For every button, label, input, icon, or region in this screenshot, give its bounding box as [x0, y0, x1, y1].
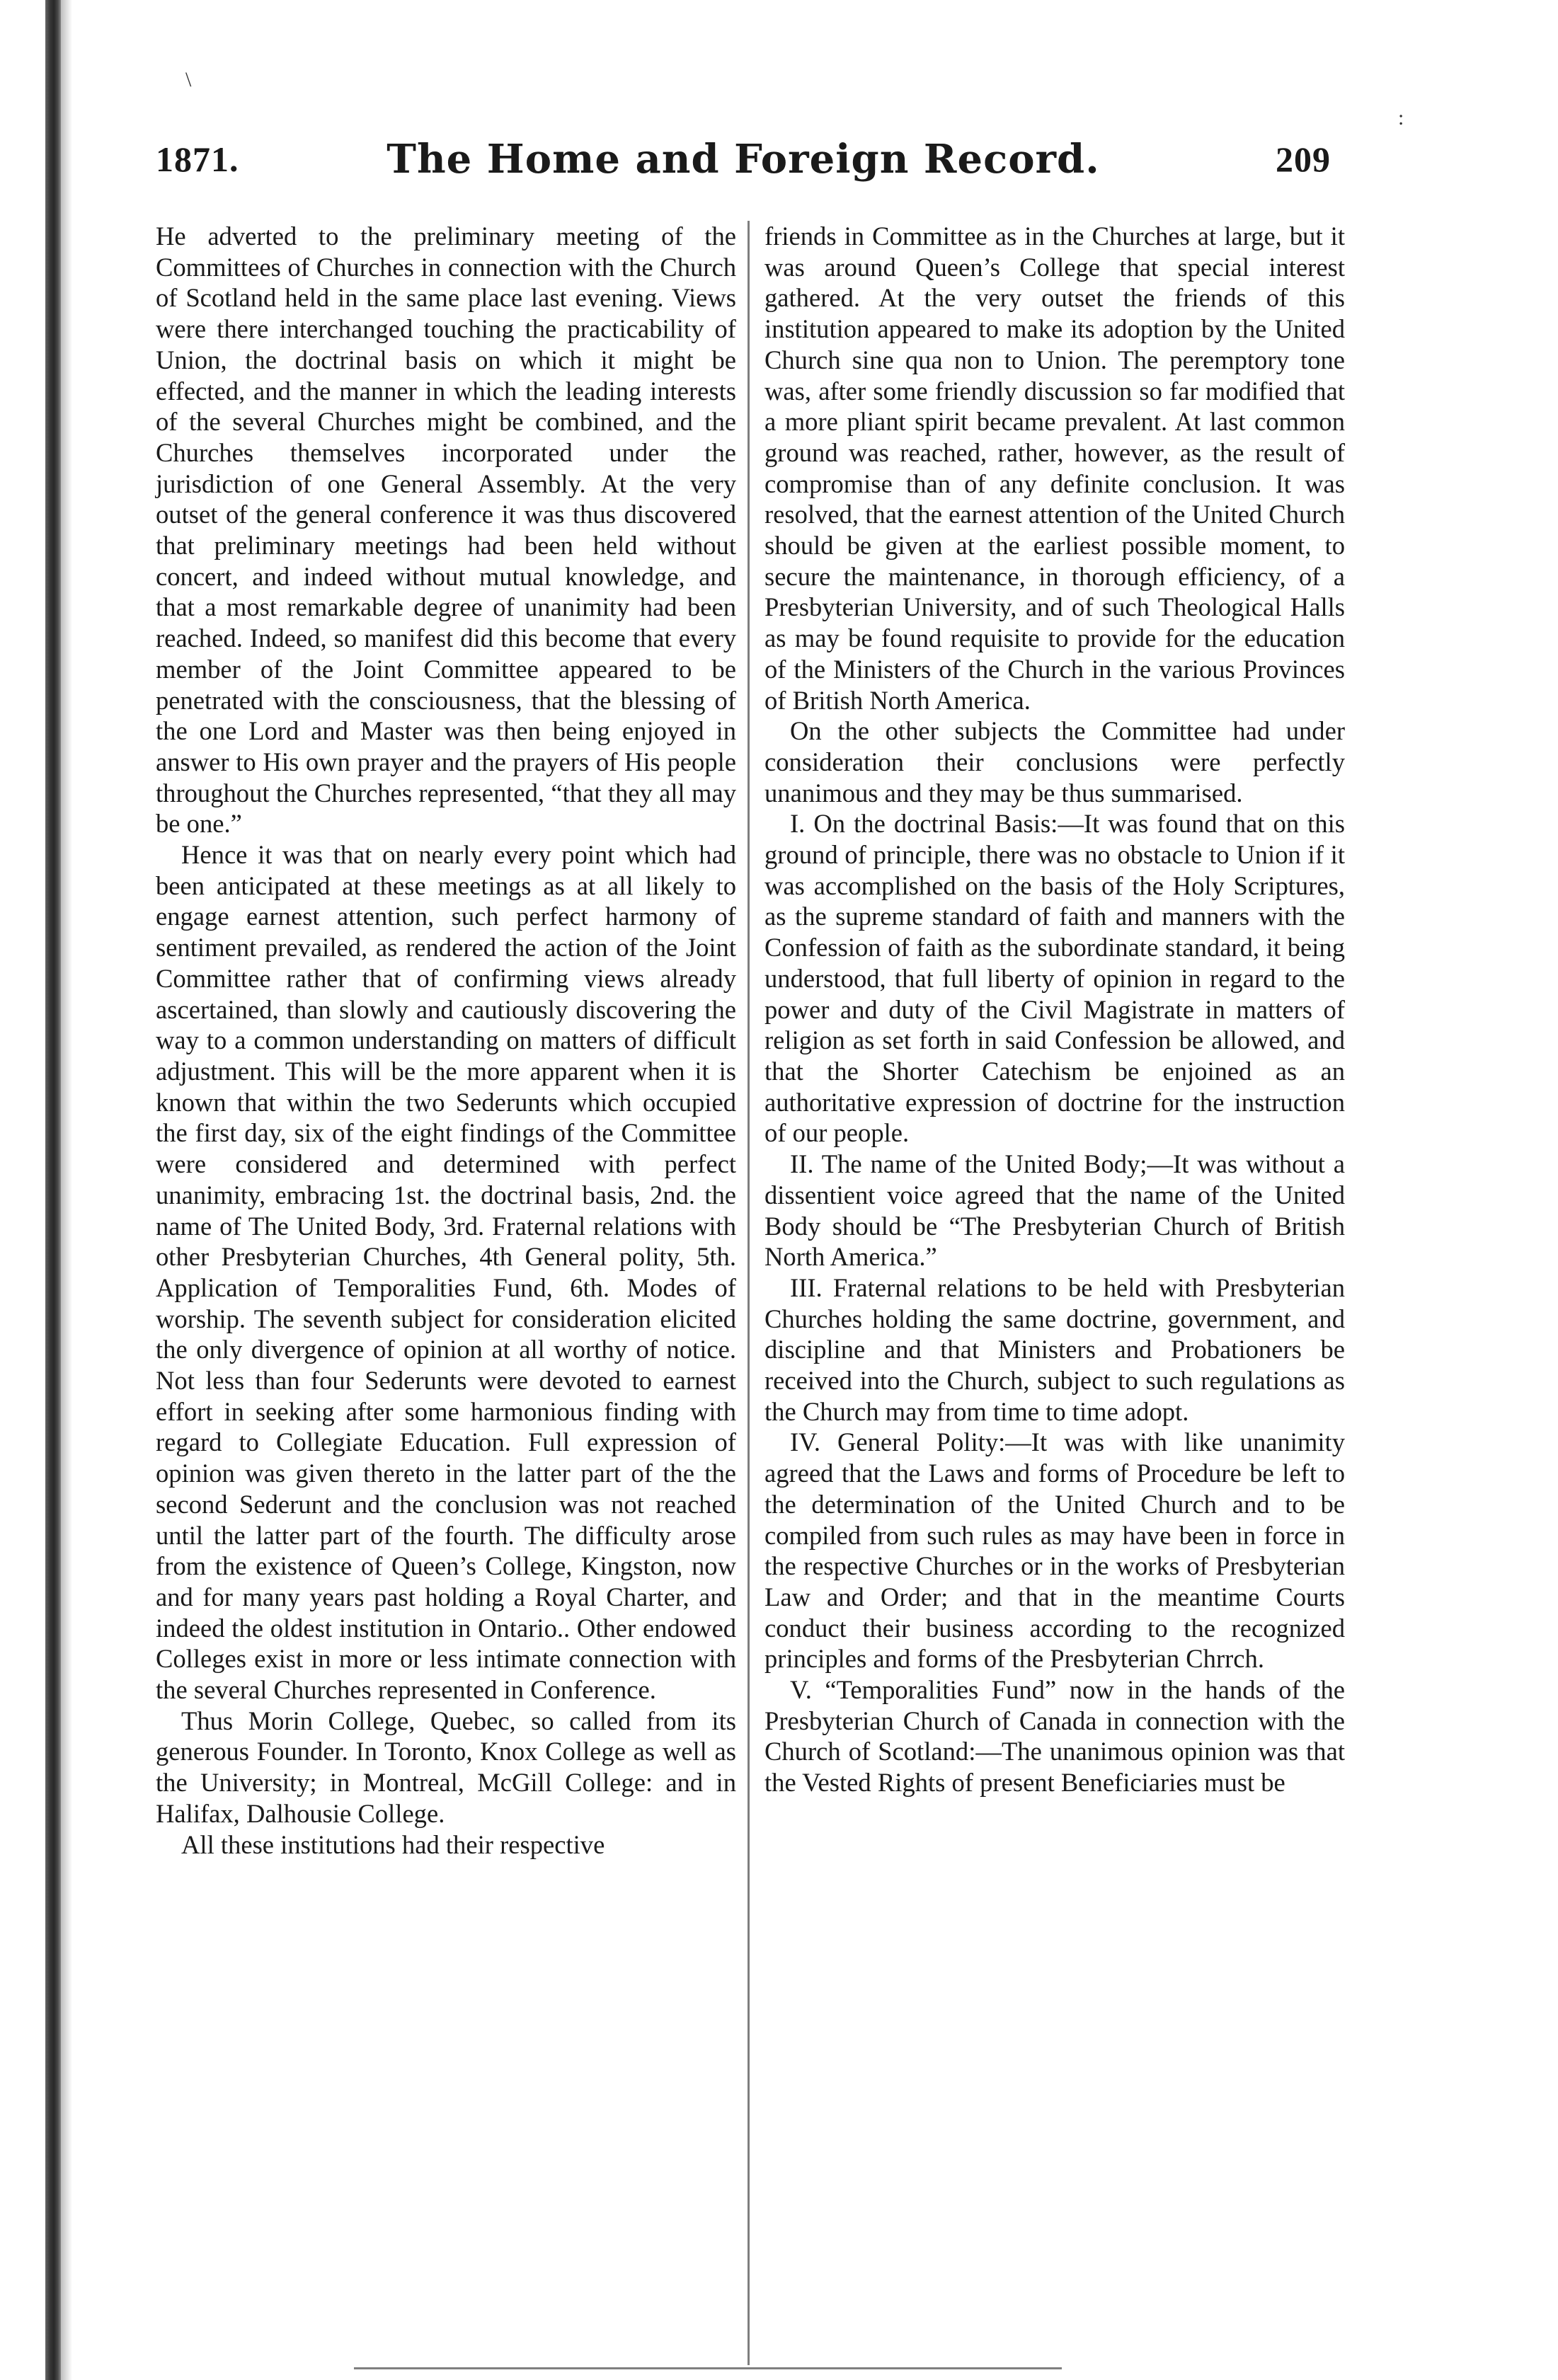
paragraph: He adverted to the preliminary meeting of the Committees of Churches in connection with the Church of Scotland held in the same place last evening. Views were there interchanged touching the practicability of Union, the doctrinal basis on which it might be effected, and the manner in which the leading interests of the several Churches might be combined, and the Churches themselves incorporated under the jurisdiction of one General Assembly. At the very outset of the general conference it was thus discovered that preliminary meetings had been held without concert, and indeed without mutual knowledge, and that a most remarkable degree of unanimity had been reached. Indeed, so manifest did this become that every member of the Joint Committee appeared to be penetrated with the consciousness, that the blessing of the one Lord and Master was then being enjoyed in answer to His own prayer and the prayers of His people throughout the Churches represented, “that they all may be one.”	[156, 222, 736, 839]
left-column	[156, 221, 736, 1860]
stray-mark: \	[185, 68, 192, 91]
section-v: V. “Temporalities Fund” now in the hands of the Presbyterian Church of Canada in connection with the Church of Scotland:—The unanimous opinion was that the Vested Rights of present Beneficiaries must be	[764, 1675, 1345, 1798]
right-column	[764, 221, 1345, 1798]
header-year: 1871.	[156, 139, 239, 179]
paragraph: Hence it was that on nearly every point which had been anticipated at these meetings as at all likely to engage earnest attention, such perfect harmony of sentiment prevailed, as rendered the action of the Joint Committee rather that of confirming views already ascertained, than slowly and cautiously discovering the way to a common understanding on matters of difficult adjustment. This will be the more apparent when it is known that within the two Sederunts which occupied the first day, six of the eight findings of the Committee were considered and determined with perfect unanimity, embracing 1st. the doctrinal basis, 2nd. the name of The United Body, 3rd. Fraternal relations with other Presbyterian Churches, 4th General polity, 5th. Application of Temporalities Fund, 6th. Modes of worship. The seventh subject for consideration elicited the only divergence of opinion at all worthy of notice. Not less than four Sederunts were devoted to earnest effort in seeking after some harmonious finding with regard to Collegiate Education. Full expression of opinion was given thereto in the latter part of the the second Sederunt and the conclusion was not reached until the latter part of the fourth. The difficulty arose from the existence of Queen’s College, Kingston, now and for many years past holding a Royal Charter, and indeed the oldest institution in Ontario.. Other endowed Colleges exist in more or less intimate connection with the several Churches represented in Conference.	[156, 840, 736, 1705]
binding-edge	[45, 0, 61, 2380]
stray-mark: :	[1398, 106, 1404, 130]
section-iv: IV. General Polity:—It was with like unanimity agreed that the Laws and forms of Procedure be left to the determination of the United Church and to be compiled from such rules as may have been in force in the respective Churches or in the works of Presbyterian Law and Order; and that in the meantime Courts conduct their business according to the recognized principles and forms of the Presbyterian Chrrch.	[764, 1427, 1345, 1674]
section-iii: III. Fraternal relations to be held with Presbyterian Churches holding the same doctrine, government, and discipline and that Ministers and Probationers be received into the Church, subject to such regulations as the Church may from time to time adopt.	[764, 1272, 1345, 1426]
header-title: The Home and Foreign Record.	[386, 136, 1100, 183]
section-i: I. On the doctrinal Basis:—It was found that on this ground of principle, there was no obstacle to Union if it was accomplished on the basis of the Holy Scriptures, as the supreme standard of faith and manners with the Confession of faith as the subordinate standard, it being understood, that full liberty of opinion in regard to the power and duty of the Civil Magistrate in matters of religion as set forth in said Confession be allowed, and that the Shorter Catechism be enjoined as an authoritative expression of doctrine for the instruction of our people.	[764, 809, 1345, 1148]
header-page-number: 209	[1276, 139, 1331, 179]
section-ii: II. The name of the United Body;—It was without a dissentient voice agreed that the name of the United Body should be “The Presbyterian Church of British North America.”	[764, 1149, 1345, 1272]
footer-rule	[354, 2367, 1062, 2369]
paragraph: On the other subjects the Committee had under consideration their conclusions were perfectly unanimous and they may be thus summarised.	[764, 716, 1345, 807]
column-divider	[748, 221, 750, 2365]
paragraph: All these institutions had their respective	[181, 1829, 605, 1859]
paragraph: Thus Morin College, Quebec, so called from its generous Founder. In Toronto, Knox College as well as the University; in Montreal, McGill College: and in Halifax, Dalhousie College.	[156, 1706, 736, 1828]
running-header	[156, 136, 1331, 188]
binding-shadow	[61, 0, 72, 2380]
paragraph: friends in Committee as in the Churches at large, but it was around Queen’s College that special interest gathered. At the very outset the friends of this institution appeared to make its adoption by the United Church sine qua non to Union. The peremptory tone was, after some friendly discussion so far modified that a more pliant spirit became prevalent. At last common ground was reached, rather, however, as the result of compromise than of any definite conclusion. It was resolved, that the earnest attention of the United Church should be given at the earliest possible moment, to secure the maintenance, in thorough efficiency, of a Presbyterian University, and of such Theological Halls as may be found requisite to provide for the education of the Ministers of the Church in the various Provinces of British North America.	[764, 222, 1345, 715]
